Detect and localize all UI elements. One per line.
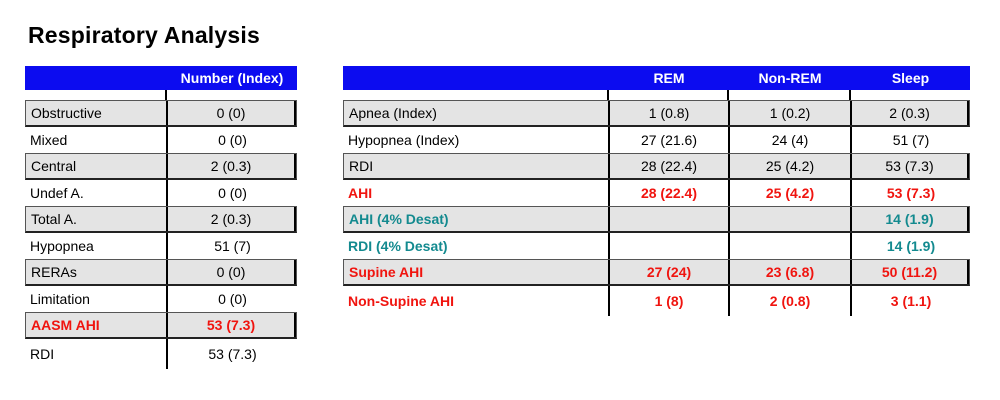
table-row (343, 100, 970, 127)
rem-value (610, 233, 730, 260)
row-label: Hypopnea (Index) (343, 127, 610, 154)
non-rem-value (730, 233, 852, 260)
row-label: Obstructive (26, 101, 168, 125)
row-label: AASM AHI (26, 313, 168, 337)
table-row (343, 180, 970, 207)
sleep-value: 3 (1.1) (890, 292, 932, 309)
left-table-header (25, 66, 297, 90)
row-label: Central (26, 154, 168, 178)
header-sleep: Sleep (891, 70, 930, 86)
row-label: AHI (343, 180, 610, 207)
header-rem: REM (653, 70, 685, 86)
non-rem-value (730, 207, 852, 231)
row-value: 53 (7.3) (168, 313, 296, 337)
row-label: AHI (4% Desat) (344, 207, 610, 231)
table-row (25, 100, 297, 127)
row-value: 0 (0) (218, 184, 247, 201)
row-value: 0 (0) (218, 131, 247, 148)
header-non-rem: Non-REM (758, 70, 822, 86)
right-table-header (343, 66, 970, 90)
sleep-value: 53 (7.3) (852, 154, 969, 178)
row-label: Limitation (25, 286, 168, 313)
table-row (25, 312, 297, 339)
row-value: 0 (0) (218, 290, 247, 307)
row-value: 53 (7.3) (208, 345, 257, 362)
row-label: RDI (4% Desat) (343, 233, 610, 260)
row-label: Undef A. (25, 180, 168, 207)
row-value: 0 (0) (168, 101, 296, 125)
rem-value: 27 (21.6) (610, 127, 730, 154)
row-label: Hypopnea (25, 233, 168, 260)
table-row (25, 286, 297, 313)
header-number-index: Number (Index) (180, 70, 284, 86)
row-value: 51 (7) (214, 237, 251, 254)
right-table (343, 66, 970, 326)
rem-value: 28 (22.4) (610, 180, 730, 207)
rem-value: 1 (0.8) (610, 101, 730, 125)
rem-value: 28 (22.4) (610, 154, 730, 178)
table-row (343, 153, 970, 180)
sleep-value: 14 (1.9) (852, 207, 969, 231)
table-row (25, 339, 297, 369)
non-rem-value: 1 (0.2) (730, 101, 852, 125)
row-label: Supine AHI (344, 260, 610, 284)
sleep-value: 14 (1.9) (886, 237, 936, 254)
table-row (343, 127, 970, 154)
row-label: Non-Supine AHI (343, 286, 610, 316)
row-label: Total A. (26, 207, 168, 231)
non-rem-value: 2 (0.8) (730, 286, 852, 316)
table-row (25, 153, 297, 180)
non-rem-value: 23 (6.8) (730, 260, 852, 284)
non-rem-value: 24 (4) (730, 127, 852, 154)
table-row (343, 233, 970, 260)
row-label: Apnea (Index) (344, 101, 610, 125)
row-label: Mixed (25, 127, 168, 154)
table-row (343, 259, 970, 286)
table-row (25, 259, 297, 286)
sleep-value: 50 (11.2) (852, 260, 969, 284)
table-row (25, 180, 297, 207)
rem-value: 1 (8) (610, 286, 730, 316)
row-value: 2 (0.3) (168, 154, 296, 178)
sleep-value: 53 (7.3) (886, 184, 936, 201)
sleep-value: 51 (7) (892, 131, 930, 148)
rem-value: 27 (24) (610, 260, 730, 284)
table-row (25, 127, 297, 154)
non-rem-value: 25 (4.2) (730, 180, 852, 207)
page-title: Respiratory Analysis (28, 22, 260, 48)
table-row (25, 206, 297, 233)
non-rem-value: 25 (4.2) (730, 154, 852, 178)
table-row (25, 233, 297, 260)
table-row (343, 206, 970, 233)
row-label: RDI (25, 339, 168, 369)
row-label: RERAs (26, 260, 168, 284)
row-value: 2 (0.3) (168, 207, 296, 231)
row-label: RDI (344, 154, 610, 178)
table-row (343, 286, 970, 316)
sleep-value: 2 (0.3) (852, 101, 969, 125)
row-value: 0 (0) (168, 260, 296, 284)
rem-value (610, 207, 730, 231)
left-table (25, 66, 297, 376)
